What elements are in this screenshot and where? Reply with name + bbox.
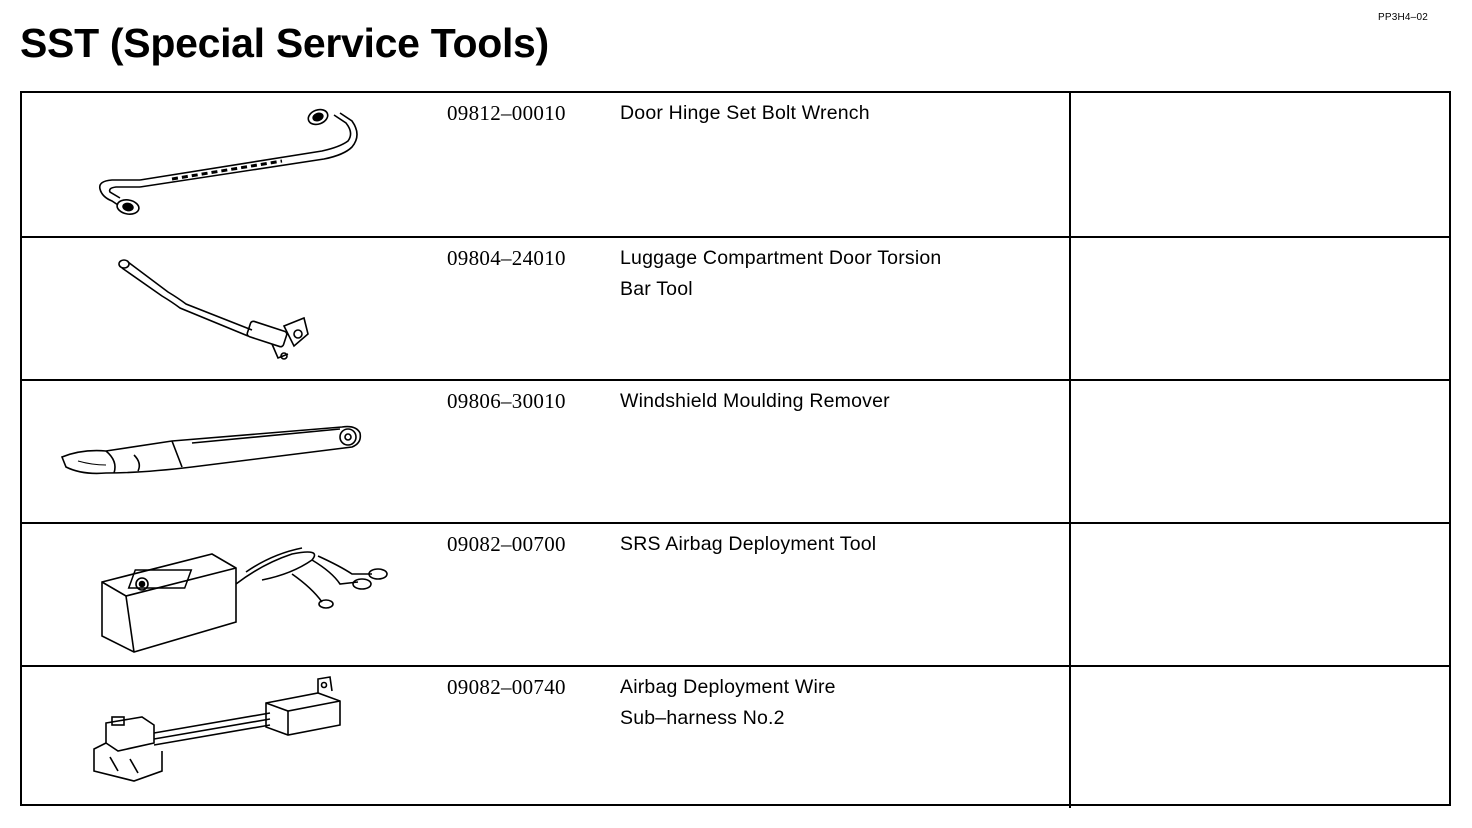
tool-name: [620, 529, 1020, 560]
tool-name-line: Windshield Moulding Remover: [620, 390, 890, 412]
notes-cell: [1074, 381, 1444, 522]
document-code: PP3H4–02: [1378, 12, 1428, 23]
part-number: 09812–00010: [447, 101, 566, 125]
tool-name: [620, 243, 1020, 305]
moulding-remover-icon: [22, 381, 422, 522]
column-divider: [1069, 93, 1071, 236]
tool-name: [620, 98, 1020, 129]
table-row: [22, 379, 1449, 522]
tool-name-line: Luggage Compartment Door Torsion: [620, 247, 942, 269]
notes-cell: [1074, 524, 1444, 665]
table-row: [22, 93, 1449, 236]
airbag-deployment-tool-icon: [22, 524, 422, 665]
part-number: 09804–24010: [447, 246, 566, 270]
table-row: [22, 236, 1449, 379]
tool-name: [620, 386, 1020, 417]
part-number: 09082–00700: [447, 532, 566, 556]
wire-subharness-icon: [22, 667, 422, 808]
tool-name-line: Airbag Deployment Wire: [620, 676, 836, 698]
column-divider: [1069, 238, 1071, 379]
sst-table: [20, 91, 1451, 806]
part-number: 09806–30010: [447, 389, 566, 413]
torsion-bar-tool-icon: [22, 238, 422, 379]
column-divider: [1069, 524, 1071, 665]
notes-cell: [1074, 93, 1444, 236]
wrench-icon: [22, 93, 422, 234]
column-divider: [1069, 381, 1071, 522]
table-row: [22, 522, 1449, 665]
column-divider: [1069, 667, 1071, 808]
tool-name-line: Sub–harness No.2: [620, 707, 785, 729]
tool-name-line: SRS Airbag Deployment Tool: [620, 533, 877, 555]
tool-name-line: Bar Tool: [620, 278, 693, 300]
tool-name-line: Door Hinge Set Bolt Wrench: [620, 102, 870, 124]
part-number: 09082–00740: [447, 675, 566, 699]
notes-cell: [1074, 667, 1444, 808]
notes-cell: [1074, 238, 1444, 379]
page-title: SST (Special Service Tools): [20, 20, 549, 66]
table-row: [22, 665, 1449, 808]
tool-name: [620, 672, 1020, 734]
